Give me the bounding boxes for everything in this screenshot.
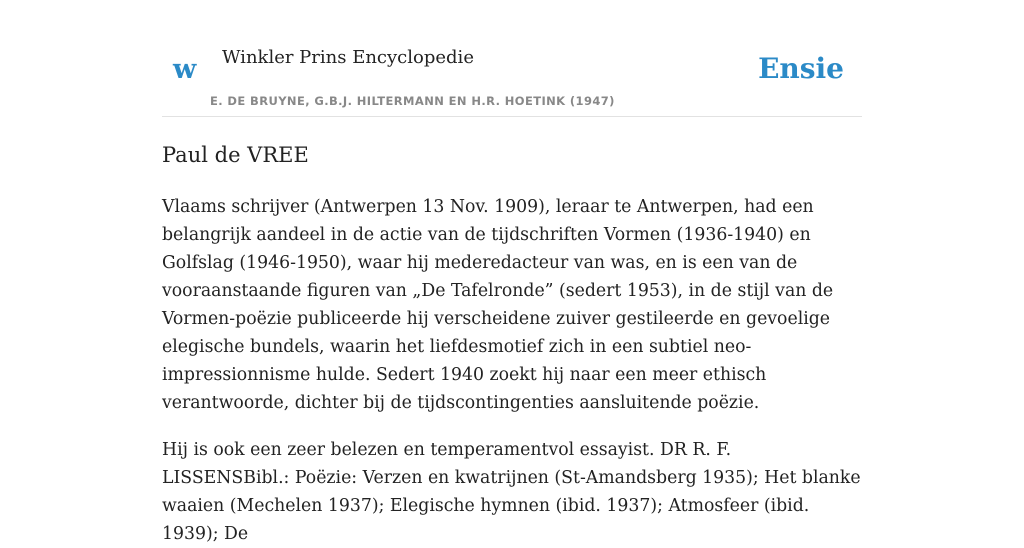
article-paragraph: Vlaams schrijver (Antwerpen 13 Nov. 1909), leraar te Antwerpen, had een belangrijk aandeel in de actie van de tijdschriften Vormen (1936-1940) en Golfslag (1946-1950), waar hij mederedacteur van was, en is een van de vooraanstaande figuren van „De Tafelronde” (sedert 1953), in de stijl van de Vormen-poëzie publiceerde hij verscheidene zuiver gestileerde en gevoelige elegische bundels, waarin het liefdesmotief zich in een subtiel neo-impressionnisme hulde. Sedert 1940 zoekt hij naar een meer ethisch verantwoorde, dichter bij de tijdscontingenties aansluitende poëzie. [162,197,834,413]
logo-w-icon[interactable]: w [173,54,197,85]
site-header [162,0,862,117]
article-paragraph: Hij is ook een zeer belezen en temperamentvol essayist. DR R. F. LISSENSBibl.: Poëzie: Verzen en kwatrijnen (St-Amandsberg 1935); Het blanke waaien (Mechelen 1937); Elegische hymnen (ibid. 1937); Atmosfeer (ibid. 1939); De [162,440,861,544]
page-title: Paul de VREE [162,143,309,167]
article [162,138,862,548]
authors-line: E. DE BRUYNE, G.B.J. HILTERMANN EN H.R. HOETINK (1947) [210,94,615,108]
brand-logo[interactable]: Ensie [758,52,844,85]
site-title[interactable]: Winkler Prins Encyclopedie [222,47,474,68]
